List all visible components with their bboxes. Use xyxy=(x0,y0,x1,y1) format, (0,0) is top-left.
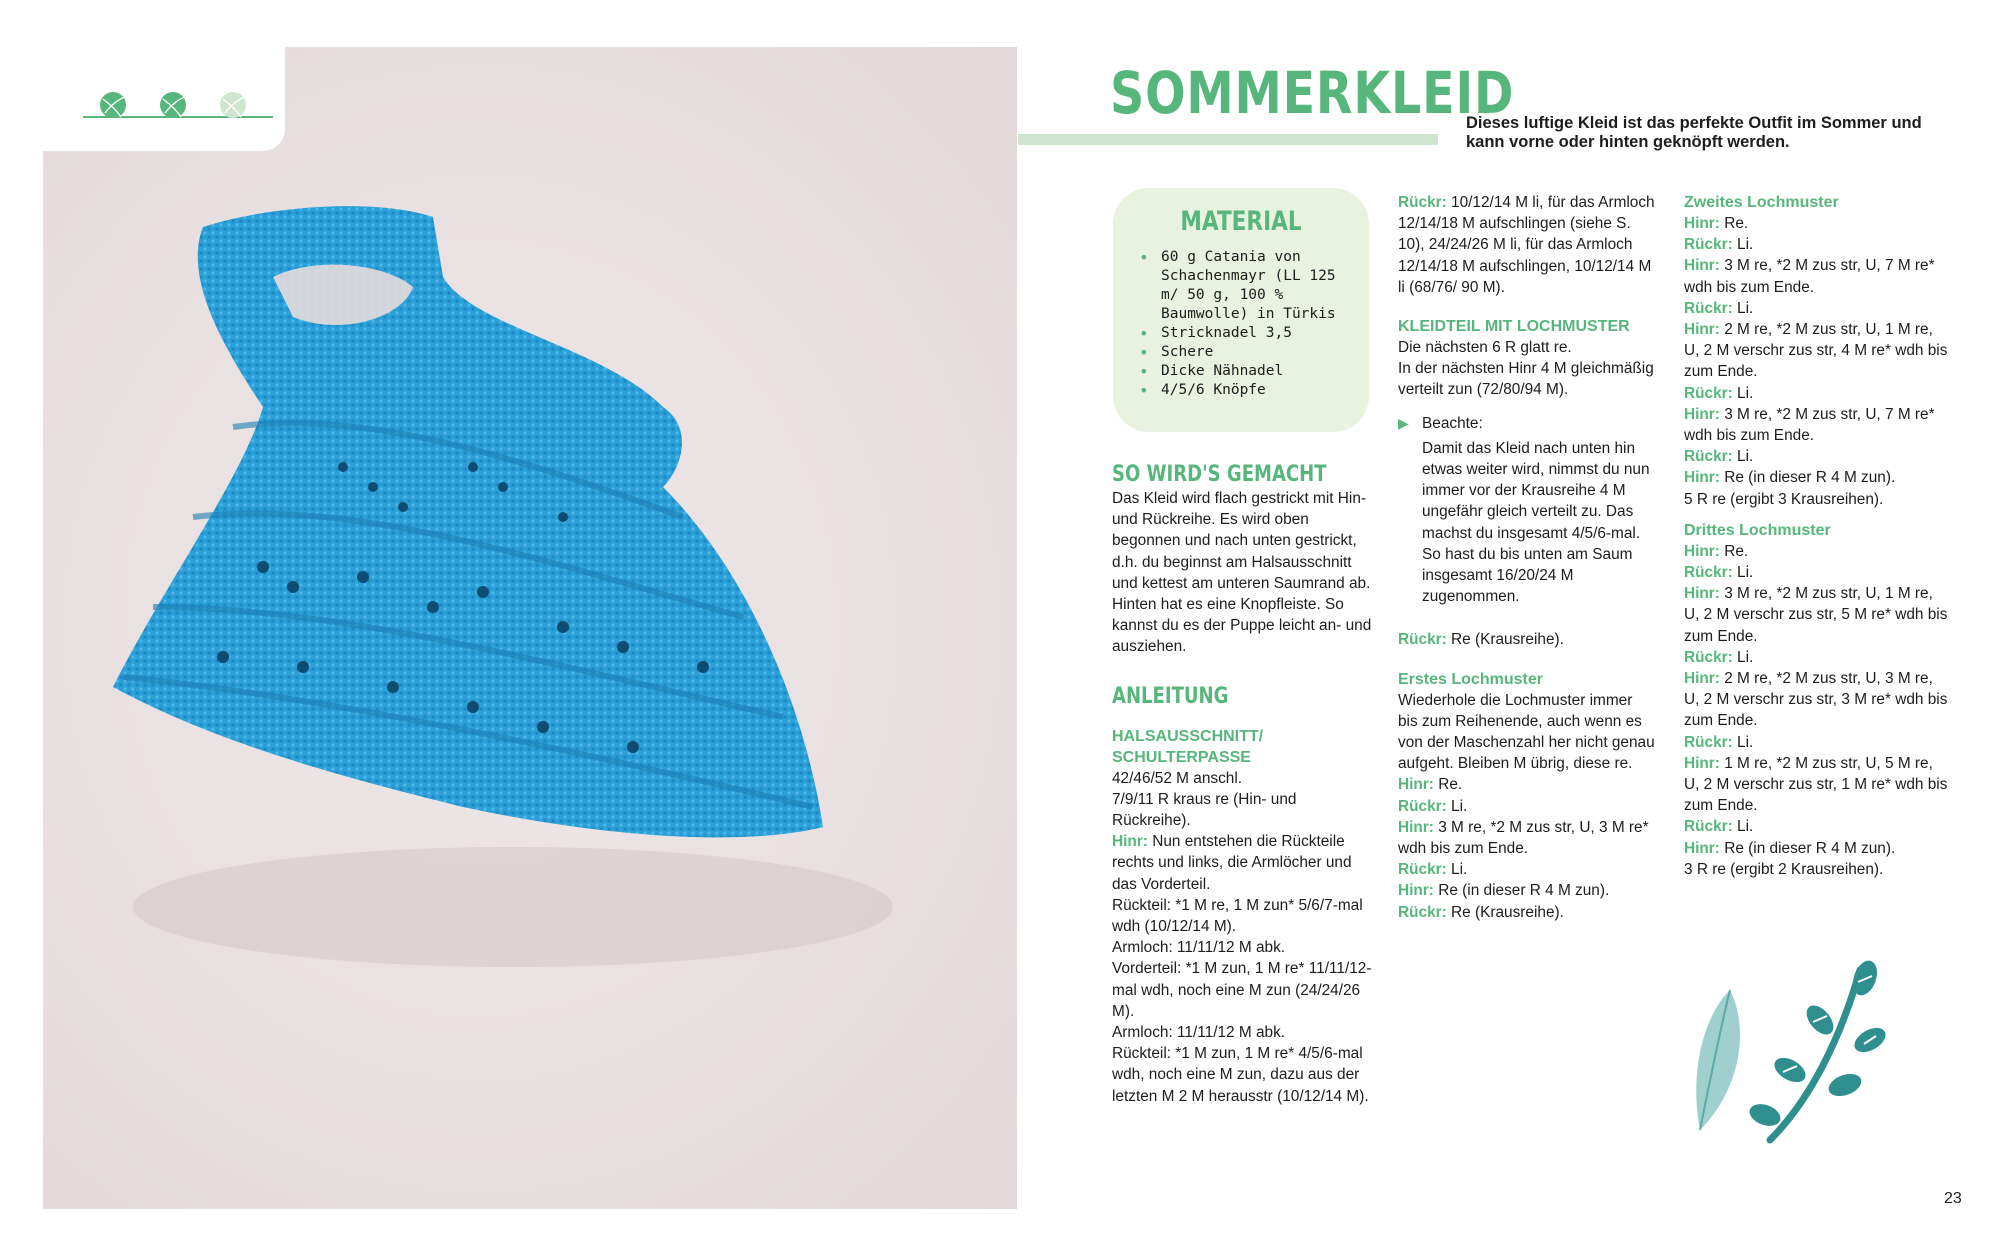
row-label: Rückr: xyxy=(1684,384,1733,402)
instruction-line xyxy=(1398,902,1656,923)
row-label: Hinr: xyxy=(1398,776,1434,794)
row-label: Hinr: xyxy=(1684,469,1720,487)
title-underline xyxy=(1018,134,1438,145)
instruction-line: In der nächsten Hinr 4 M gleichmäßig verteilt zun (72/80/94 M). xyxy=(1398,360,1654,399)
row-text: 10/12/14 M li, für das Armloch 12/14/18 M aufschlingen (siehe S. 10), 24/24/26 M li, für das Armloch 12/14/18 M aufschlingen, 10/12/14 M li (68/76/ 90 M). xyxy=(1398,194,1655,296)
material-item: • Dicke Nähnadel xyxy=(1135,362,1355,381)
row-label: Hinr: xyxy=(1684,670,1720,688)
instruction-line xyxy=(1684,753,1952,817)
leaf-branch-icon xyxy=(1660,960,1890,1150)
row-text: Li. xyxy=(1732,564,1754,582)
row-text: Li. xyxy=(1732,733,1754,751)
row-label: Rückr: xyxy=(1398,861,1447,879)
instruction-line xyxy=(1684,668,1952,732)
row-label: Hinr: xyxy=(1112,833,1148,851)
row-text: Re (Krausreihe). xyxy=(1446,631,1564,649)
row-text: 2 M re, *2 M zus str, U, 3 M re, U, 2 M verschr zus str, 3 M re* wdh bis zum Ende. xyxy=(1684,670,1948,730)
instruction-line xyxy=(1398,817,1656,859)
kleidteil-subheading: KLEIDTEIL MIT LOCHMUSTER xyxy=(1398,318,1630,336)
row-text: Re. xyxy=(1433,776,1463,794)
instruction-line: 5 R re (ergibt 3 Krausreihen). xyxy=(1684,490,1884,508)
erstes-intro: Wiederhole die Lochmuster immer bis zum Reihenende, auch wenn es von der Maschenzahl her nicht genau aufgeht. Bleiben M übrig, diese re. xyxy=(1398,691,1655,773)
dress-photo xyxy=(43,47,1017,1209)
row-text: 3 M re, *2 M zus str, U, 1 M re, U, 2 M verschr zus str, 5 M re* wdh bis zum Ende. xyxy=(1684,585,1948,645)
instruction-line xyxy=(1684,255,1952,297)
row-text: 1 M re, *2 M zus str, U, 5 M re, U, 2 M verschr zus str, 1 M re* wdh bis zum Ende. xyxy=(1684,754,1948,815)
row-text: Li. xyxy=(1732,818,1754,836)
instruction-line xyxy=(1684,446,1952,467)
instruction-line: Rückteil: *1 M re, 1 M zun* 5/6/7-mal wdh (10/12/14 M). xyxy=(1112,896,1363,936)
note-block xyxy=(1398,413,1656,608)
row-text: 3 M re, *2 M zus str, U, 7 M re* wdh bis zum Ende. xyxy=(1684,257,1935,296)
arrow-icon: ▶ xyxy=(1398,414,1409,431)
row-text: Li. xyxy=(1732,648,1754,666)
row-label: Hinr: xyxy=(1684,754,1720,772)
material-item: • 60 g Catania von Schachenmayr (LL 125 m/ 50 g, 100 % Baumwolle) in Türkis xyxy=(1135,248,1355,324)
instruction-line: 42/46/52 M anschl. xyxy=(1112,769,1243,787)
instruction-line xyxy=(1684,234,1952,255)
instruction-line xyxy=(1684,541,1952,562)
instruction-line: 7/9/11 R kraus re (Hin- und Rückreihe). xyxy=(1112,790,1297,830)
instruction-line: Armloch: 11/11/12 M abk. xyxy=(1112,939,1286,957)
instruction-line xyxy=(1684,583,1952,647)
column-2 xyxy=(1398,192,1656,923)
page-title: SOMMERKLEID xyxy=(1110,59,1515,127)
zweites-lochmuster-heading: Zweites Lochmuster xyxy=(1684,194,1839,211)
instruction-line xyxy=(1684,816,1952,837)
row-text: Re (in dieser R 4 M zun). xyxy=(1719,469,1896,487)
yarn-ball-icon xyxy=(83,87,273,127)
row-label: Hinr: xyxy=(1684,321,1720,339)
row-label: Hinr: xyxy=(1684,839,1720,857)
row-text: 3 M re, *2 M zus str, U, 7 M re* wdh bis zum Ende. xyxy=(1684,405,1935,445)
row-text: 2 M re, *2 M zus str, U, 1 M re, U, 2 M verschr zus str, 4 M re* wdh bis zum Ende. xyxy=(1684,321,1948,381)
row-label: Hinr: xyxy=(1684,542,1720,560)
row-label: Rückr: xyxy=(1684,448,1733,466)
instruction-line xyxy=(1398,859,1656,880)
row-label: Hinr: xyxy=(1684,405,1720,423)
row-label: Hinr: xyxy=(1684,585,1720,603)
row-label: Rückr: xyxy=(1684,299,1733,317)
instruction-line xyxy=(1112,831,1374,895)
row-text: Li. xyxy=(1732,448,1754,466)
material-item: • 4/5/6 Knöpfe xyxy=(1135,381,1355,400)
material-box xyxy=(1113,188,1369,432)
instruction-line xyxy=(1684,647,1952,668)
row-text: 3 M re, *2 M zus str, U, 3 M re* wdh bis zum Ende. xyxy=(1398,818,1649,858)
instruction-line xyxy=(1684,404,1952,446)
column-3 xyxy=(1684,192,1952,880)
row-label: Rückr: xyxy=(1398,903,1447,921)
material-item: • Schere xyxy=(1135,343,1355,362)
row-label: Hinr: xyxy=(1398,818,1434,836)
knitted-dress-image xyxy=(43,47,1017,1209)
row-label: Rückr: xyxy=(1684,564,1733,582)
instruction-line: Rückteil: *1 M zun, 1 M re* 4/5/6-mal wdh, noch eine M zun, dazu aus der letzten M 2 M herausstr (10/12/14 M). xyxy=(1112,1045,1369,1105)
row-text: Li. xyxy=(1446,797,1468,815)
material-list xyxy=(1135,248,1355,400)
row-text: Li. xyxy=(1732,299,1754,317)
row-label: Hinr: xyxy=(1684,215,1720,232)
row-label: Hinr: xyxy=(1684,257,1720,275)
halsausschnitt-subheading: HALSAUSSCHNITT/ SCHULTERPASSE xyxy=(1112,727,1264,766)
instruction-line xyxy=(1684,213,1952,234)
instruction-line xyxy=(1684,298,1952,319)
row-label: Rückr: xyxy=(1398,797,1447,815)
row-label: Rückr: xyxy=(1684,236,1733,254)
row-label: Hinr: xyxy=(1398,882,1434,900)
instruction-line xyxy=(1398,880,1656,901)
row-text: Re. xyxy=(1719,542,1749,560)
so-wirds-text: Das Kleid wird flach gestrickt mit Hin- und Rückreihe. Es wird oben begonnen und nach unten gestrickt, d.h. du beginnst am Halsausschnitt und kettest am unteren Saumrand ab. Hinten hat es eine Knopfleiste. So kannst du es der Puppe leicht an- und ausziehen. xyxy=(1112,490,1372,656)
row-label: Rückr: xyxy=(1684,733,1733,751)
instruction-line xyxy=(1398,774,1656,795)
page-number: 23 xyxy=(1944,1190,1962,1207)
anleitung-heading: ANLEITUNG xyxy=(1112,683,1229,709)
instruction-line xyxy=(1684,838,1952,859)
column-1 xyxy=(1112,462,1374,1107)
instruction-line xyxy=(1684,732,1952,753)
row-label: Rückr: xyxy=(1398,194,1447,211)
instruction-line xyxy=(1684,383,1952,404)
row-text: Re (in dieser R 4 M zun). xyxy=(1433,882,1610,900)
instruction-line xyxy=(1684,562,1952,583)
row-text: Li. xyxy=(1732,384,1754,402)
instruction-line xyxy=(1684,467,1952,488)
note-text: Damit das Kleid nach unten hin etwas weiter wird, nimmst du nun immer vor der Krausreihe 4 M ungefähr gleich verteilt zu. Das machst du insgesamt 4/5/6-mal. So hast du bis unten am Saum insgesamt 16/20/24 M zugenommen. xyxy=(1422,439,1650,606)
instruction-line xyxy=(1398,629,1656,650)
instruction-line: Die nächsten 6 R glatt re. xyxy=(1398,339,1572,357)
instruction-line: 3 R re (ergibt 2 Krausreihen). xyxy=(1684,860,1884,878)
material-item: • Stricknadel 3,5 xyxy=(1135,324,1355,343)
instruction-line xyxy=(1398,796,1656,817)
instruction-line xyxy=(1684,319,1952,383)
drittes-lochmuster-heading: Drittes Lochmuster xyxy=(1684,521,1831,539)
material-heading: MATERIAL xyxy=(1180,206,1302,237)
so-wirds-heading: SO WIRD'S GEMACHT xyxy=(1112,462,1327,487)
row-text: Re (in dieser R 4 M zun). xyxy=(1719,839,1896,857)
row-label: Rückr: xyxy=(1684,648,1733,666)
erstes-lochmuster-heading: Erstes Lochmuster xyxy=(1398,670,1543,688)
row-text: Re. xyxy=(1719,215,1749,232)
row-text: Li. xyxy=(1732,236,1754,254)
note-label: Beachte: xyxy=(1422,414,1483,432)
row-label: Rückr: xyxy=(1684,818,1733,836)
instruction-line: Armloch: 11/11/12 M abk. xyxy=(1112,1024,1286,1042)
row-text: Nun entstehen die Rückteile rechts und links, die Armlöcher und das Vorderteil. xyxy=(1112,833,1352,893)
instruction-line xyxy=(1398,192,1656,298)
corner-tab xyxy=(43,47,285,151)
row-text: Li. xyxy=(1446,861,1468,879)
row-text: Re (Krausreihe). xyxy=(1446,903,1564,921)
intro-text: Dieses luftige Kleid ist das perfekte Outfit im Sommer und kann vorne oder hinten geknöpft werden. xyxy=(1466,114,1922,151)
instruction-line: Vorderteil: *1 M zun, 1 M re* 11/11/12-mal wdh, noch eine M zun (24/24/26 M). xyxy=(1112,960,1372,1020)
row-label: Rückr: xyxy=(1398,631,1447,649)
